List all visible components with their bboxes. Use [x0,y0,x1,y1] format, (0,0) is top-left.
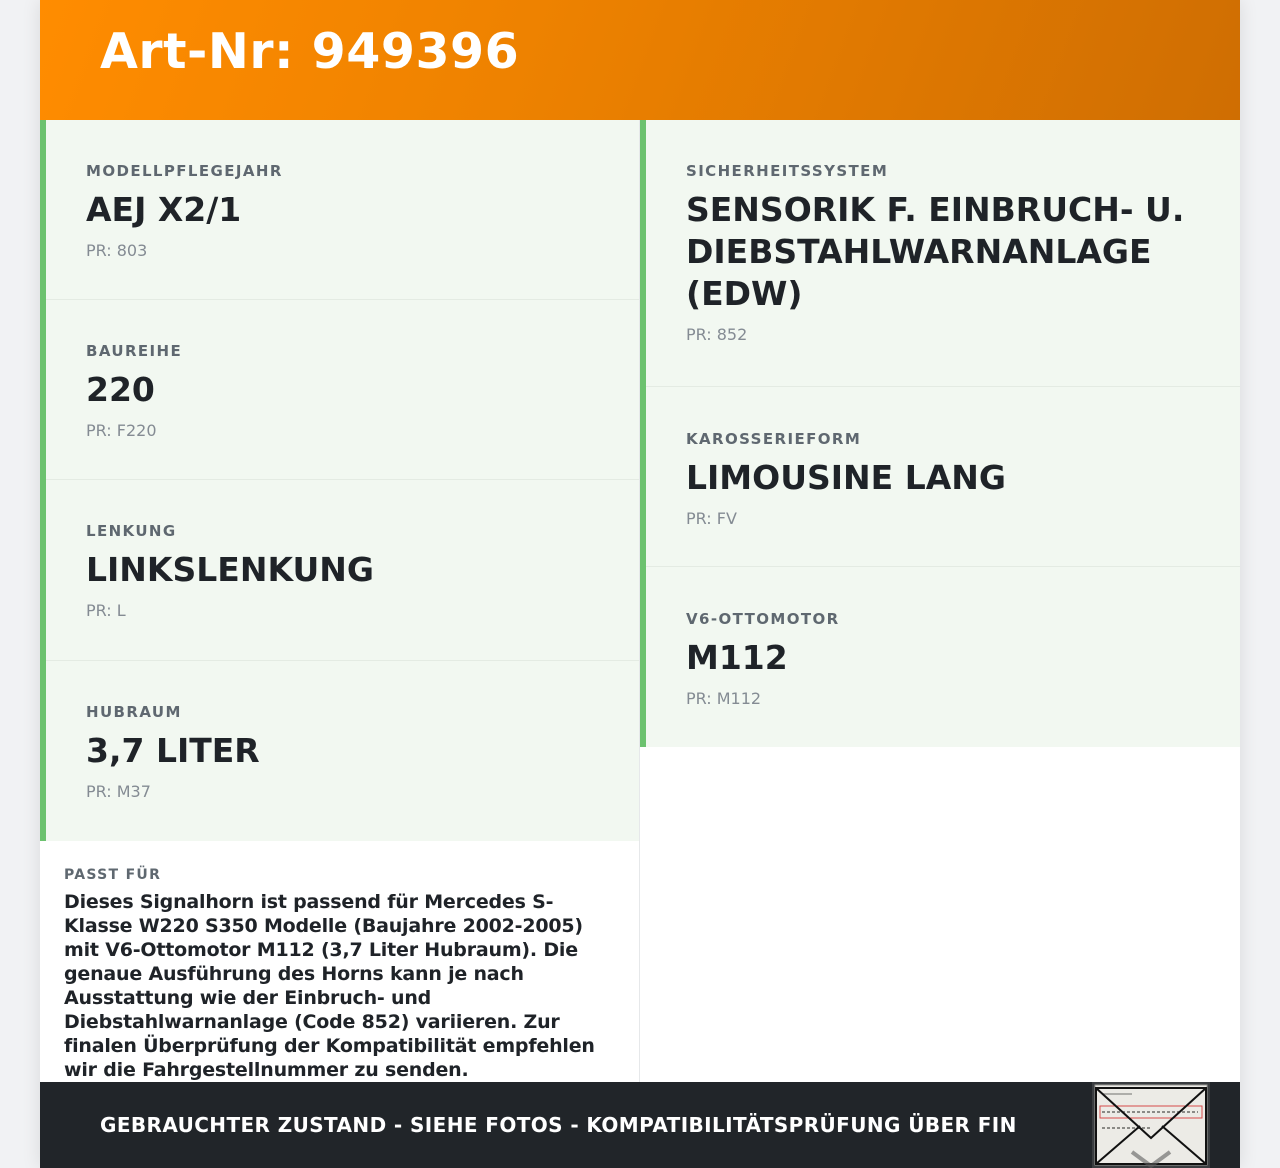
spec-label: LENKUNG [86,522,177,540]
fits-label: PASST FÜR [64,867,162,883]
document-photo-icon[interactable] [1092,1082,1210,1168]
spec-columns [40,120,1240,1082]
spec-value: SENSORIK F. EINBRUCH- U. DIEBSTAHLWARNANLAGE (EDW) [686,190,1185,313]
spec-karosserieform [646,387,1240,567]
spec-value: LINKSLENKUNG [86,550,374,589]
product-card [40,0,1240,1168]
spec-sicherheitssystem [646,120,1240,387]
spec-modellpflegejahr [46,120,639,300]
spec-label: HUBRAUM [86,703,182,721]
spec-pr-code: PR: M37 [86,782,151,801]
spec-label: BAUREIHE [86,342,183,360]
document-photo-graphic [1092,1082,1210,1168]
spec-label: SICHERHEITSSYSTEM [686,162,889,180]
footer-bar [40,1082,1240,1168]
spec-value: 3,7 LITER [86,731,260,770]
header-bar [40,0,1240,120]
left-column [40,120,640,1082]
spec-value: AEJ X2/1 [86,190,242,229]
spec-label: KAROSSERIEFORM [686,430,862,448]
spec-ottomotor [646,567,1240,747]
spec-label: MODELLPFLEGEJAHR [86,162,283,180]
spec-value: 220 [86,370,155,409]
spec-value: M112 [686,638,788,677]
footer-condition-text: GEBRAUCHTER ZUSTAND - SIEHE FOTOS - KOMPATIBILITÄTSPRÜFUNG ÜBER FIN [100,1113,1017,1137]
spec-hubraum [46,661,639,841]
spec-pr-code: PR: FV [686,509,737,528]
spec-pr-code: PR: 852 [686,325,748,344]
right-column [640,120,1240,747]
spec-list-left [40,120,639,841]
spec-pr-code: PR: M112 [686,689,762,708]
spec-pr-code: PR: 803 [86,241,148,260]
fits-section [40,841,639,1082]
fits-description: Dieses Signalhorn ist passend für Mercedes S-Klasse W220 S350 Modelle (Baujahre 2002-2005) mit V6-Ottomotor M112 (3,7 Liter Hubraum). Die genaue Ausführung des Horns kann je nach Ausstattung wie der Einbruch- und Diebstahlwarnanlage (Code 852) variieren. Zur finalen Überprüfung der Kompatibilität empfehlen wir die Fahrgestellnummer zu senden. [64,891,595,1081]
spec-list-right [640,120,1240,747]
spec-pr-code: PR: L [86,601,126,620]
spec-lenkung [46,480,639,661]
spec-value: LIMOUSINE LANG [686,458,1006,497]
article-number-title: Art-Nr: 949396 [100,22,520,80]
spec-pr-code: PR: F220 [86,421,157,440]
spec-baureihe [46,300,639,480]
spec-label: V6-OTTOMOTOR [686,610,840,628]
